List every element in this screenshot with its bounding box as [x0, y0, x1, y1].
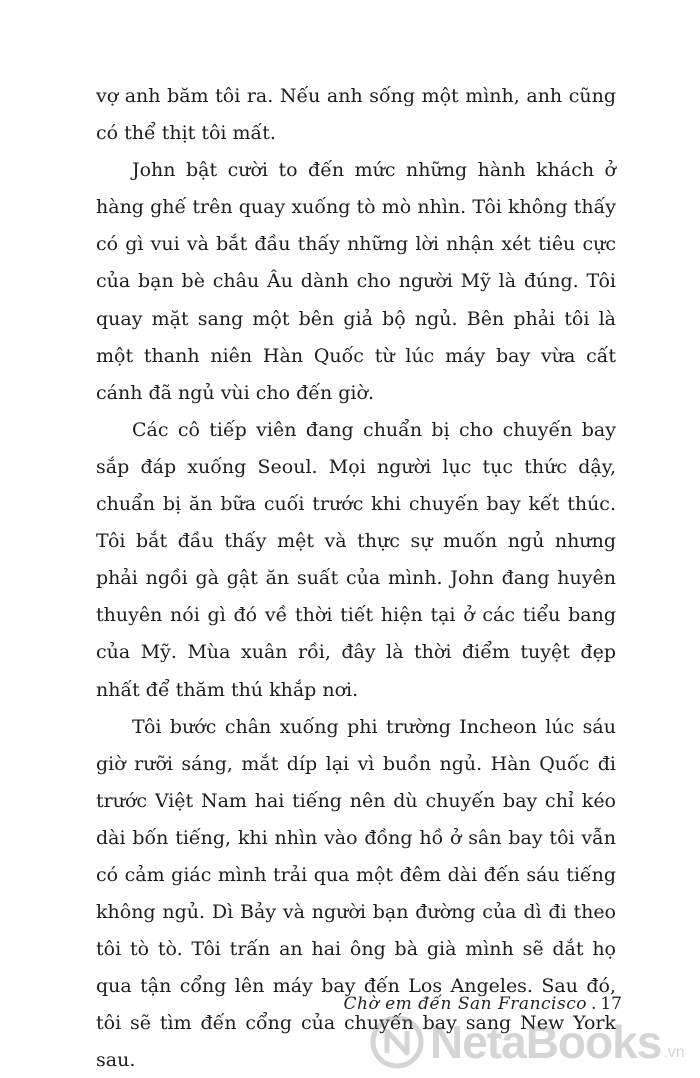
footer-book-title: Chờ em đến San Francisco	[343, 994, 587, 1014]
page-number: 17	[600, 994, 622, 1014]
running-footer	[344, 994, 623, 1014]
watermark-brand: NetaBooks	[430, 1016, 662, 1068]
paragraph-2: John bật cười to đến mức những hành khách ở hàng ghế trên quay xuống tò mò nhìn. Tôi không thấy có gì vui và bắt đầu thấy những lời nhận xét tiêu cực của bạn bè châu Âu dành cho người Mỹ là đúng. Tôi quay mặt sang một bên giả bộ ngủ. Bên phải tôi là một thanh niên Hàn Quốc từ lúc máy bay vừa cất cánh đã ngủ vùi cho đến giờ.	[96, 159, 616, 404]
paragraph-1: vợ anh băm tôi ra. Nếu anh sống một mình, anh cũng có thể thịt tôi mất.	[96, 85, 616, 145]
watermark-suffix: .vn	[663, 1044, 685, 1061]
page-body-text	[96, 78, 616, 1078]
footer-separator: .	[590, 994, 597, 1014]
paragraph-4: Tôi bước chân xuống phi trường Incheon lúc sáu giờ rưỡi sáng, mắt díp lại vì buồn ngủ. Hàn Quốc đi trước Việt Nam hai tiếng nên dù chuyến bay chỉ kéo dài bốn tiếng, khi nhìn vào đồng hồ ở sân bay tôi vẫn có cảm giác mình trải qua một đêm dài đến sáu tiếng không ngủ. Dì Bảy và người bạn đường của dì đi theo tôi tò tò. Tôi trấn an hai ông bà già mình sẽ dắt họ qua tận cổng lên máy bay đến Los Angeles. Sau đó, tôi sẽ tìm đến cổng của chuyến bay sang New York sau.	[96, 715, 616, 1072]
paragraph-3: Các cô tiếp viên đang chuẩn bị cho chuyến bay sắp đáp xuống Seoul. Mọi người lục tục thức dậy, chuẩn bị ăn bữa cuối trước khi chuyến bay kết thúc. Tôi bắt đầu thấy mệt và thực sự muốn ngủ nhưng phải ngồi gà gật ăn suất của mình. John đang huyên thuyên nói gì đó về thời tiết hiện tại ở các tiểu bang của Mỹ. Mùa xuân rồi, đây là thời điểm tuyệt đẹp nhất để thăm thú khắp nơi.	[96, 418, 616, 701]
